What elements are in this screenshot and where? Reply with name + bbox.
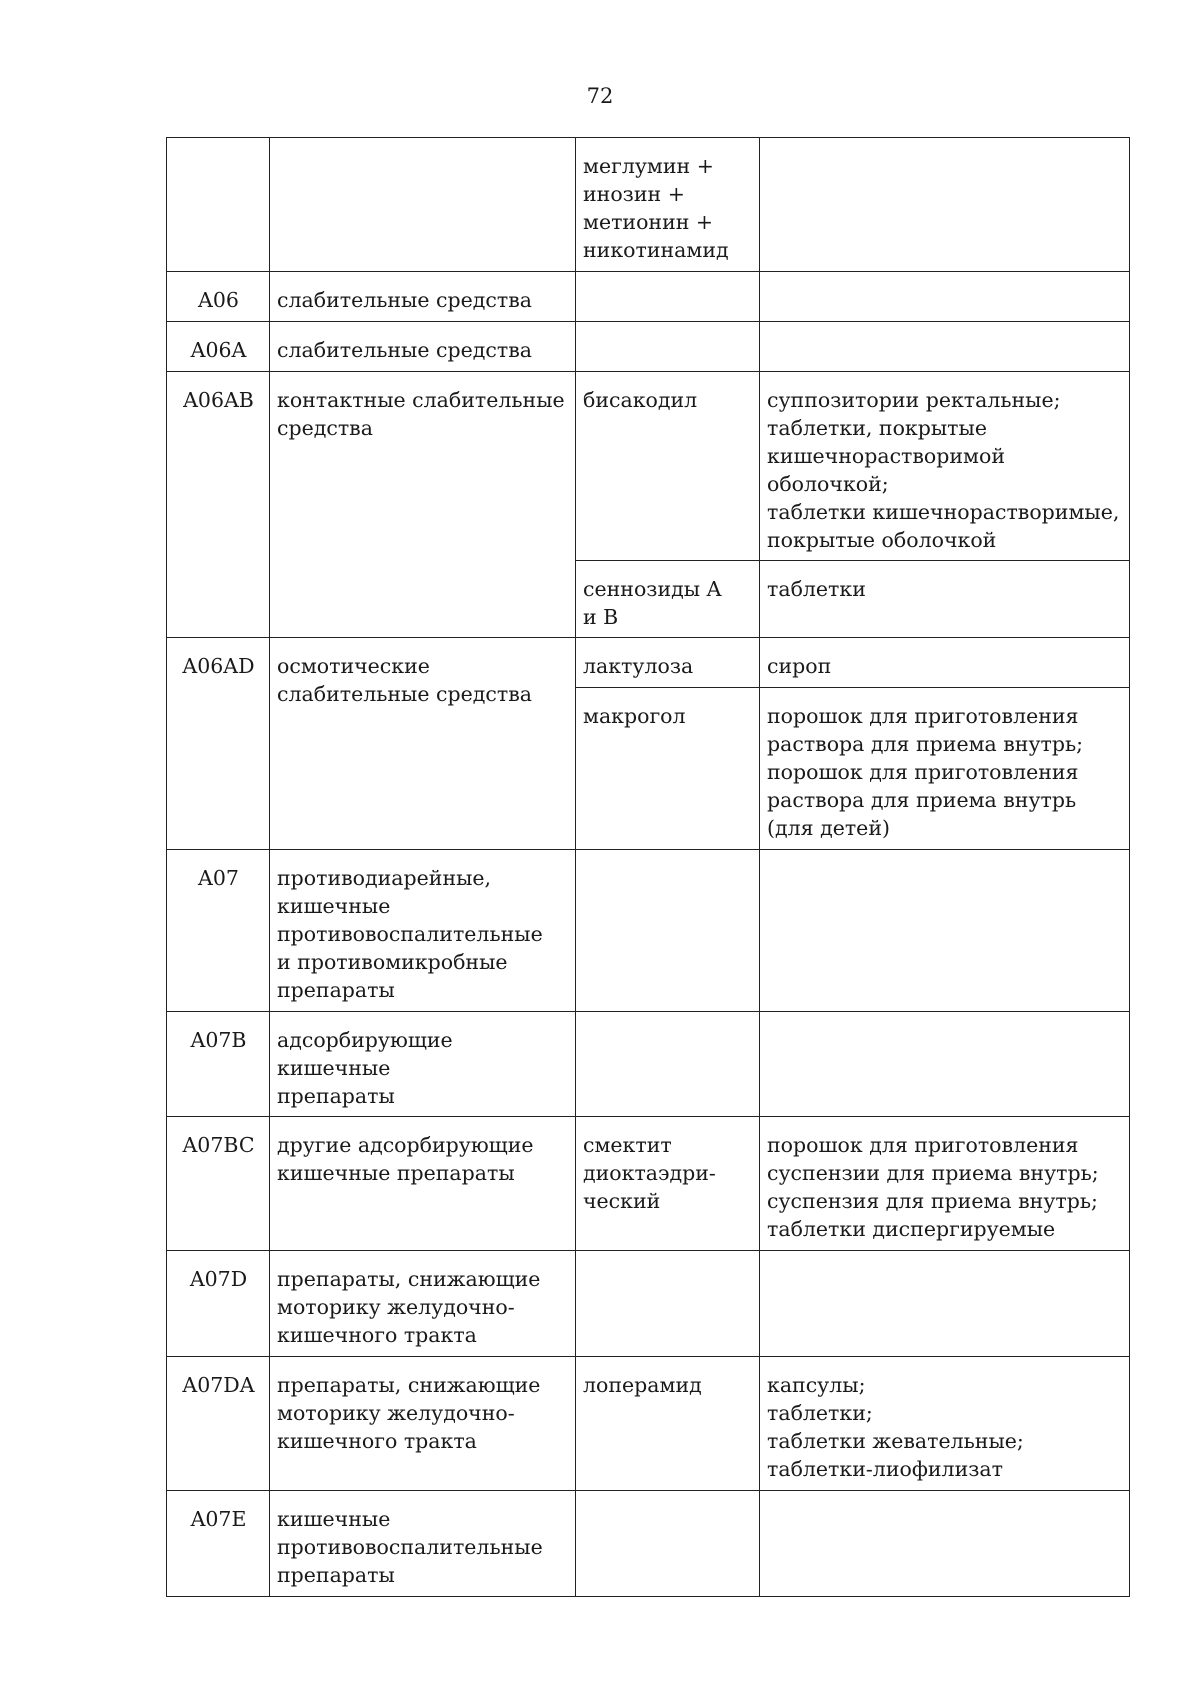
form-text: порошок для приготовления суспензии для приема внутрь; суспензия для приема внутрь; таблетки диспергируемые xyxy=(767,1133,1099,1241)
atc-code-cell: A07DA xyxy=(167,1357,270,1491)
drug-cell xyxy=(576,1491,760,1597)
form-cell xyxy=(760,1117,1130,1251)
drug-cell xyxy=(576,272,760,322)
atc-code-cell: A07 xyxy=(167,850,270,1012)
drug-text: сеннозиды A и B xyxy=(583,577,722,629)
group-cell xyxy=(270,1117,576,1251)
group-text: контактные слабительные средства xyxy=(277,388,565,440)
group-cell: слабительные средства xyxy=(270,272,576,322)
drug-cell xyxy=(576,561,760,638)
drug-cell: лоперамид xyxy=(576,1357,760,1491)
atc-code-cell: A06 xyxy=(167,272,270,322)
form-cell xyxy=(760,688,1130,850)
group-cell xyxy=(270,1012,576,1117)
form-text: суппозитории ректальные; таблетки, покрытые кишечнорастворимой оболочкой; таблетки кишечнорастворимые, покрытые оболочкой xyxy=(767,388,1120,552)
form-cell xyxy=(760,850,1130,1012)
group-cell xyxy=(270,1251,576,1357)
group-cell xyxy=(270,372,576,638)
drug-cell xyxy=(576,1251,760,1357)
atc-code-cell xyxy=(167,138,270,272)
drug-cell xyxy=(576,1117,760,1251)
form-cell xyxy=(760,322,1130,372)
atc-code-cell: A06AB xyxy=(167,372,270,638)
atc-code-cell: A07E xyxy=(167,1491,270,1597)
form-cell: сироп xyxy=(760,638,1130,688)
group-text: кишечные противовоспалительные препараты xyxy=(277,1507,543,1587)
group-text: другие адсорбирующие кишечные препараты xyxy=(277,1133,534,1185)
atc-code-cell: A06AD xyxy=(167,638,270,850)
drug-cell xyxy=(576,1012,760,1117)
group-text: адсорбирующие кишечные препараты xyxy=(277,1028,453,1108)
drug-cell xyxy=(576,138,760,272)
group-text: препараты, снижающие моторику желудочно- кишечного тракта xyxy=(277,1373,541,1453)
table-row xyxy=(167,1357,1130,1491)
table-row xyxy=(167,850,1130,1012)
form-cell xyxy=(760,1357,1130,1491)
form-text: капсулы; таблетки; таблетки жевательные; таблетки-лиофилизат xyxy=(767,1373,1024,1481)
table-row xyxy=(167,322,1130,372)
group-text: противодиарейные, кишечные противовоспалительные и противомикробные препараты xyxy=(277,866,543,1002)
page-number: 72 xyxy=(586,84,614,108)
form-text: порошок для приготовления раствора для приема внутрь; порошок для приготовления раствора для приема внутрь (для детей) xyxy=(767,704,1084,840)
group-cell xyxy=(270,138,576,272)
drug-text: смектит диоктаэдри- ческий xyxy=(583,1133,716,1213)
drug-cell xyxy=(576,322,760,372)
atc-code-cell: A07BC xyxy=(167,1117,270,1251)
drug-cell: бисакодил xyxy=(576,372,760,561)
group-cell xyxy=(270,638,576,850)
group-cell xyxy=(270,1357,576,1491)
table-row xyxy=(167,272,1130,322)
table-row xyxy=(167,638,1130,688)
atc-code-cell: A06A xyxy=(167,322,270,372)
group-cell xyxy=(270,850,576,1012)
group-text: осмотические слабительные средства xyxy=(277,654,532,706)
table-row xyxy=(167,1491,1130,1597)
drug-text: меглумин + инозин + метионин + никотинамид xyxy=(583,154,729,262)
group-cell xyxy=(270,1491,576,1597)
form-cell xyxy=(760,272,1130,322)
atc-code-cell: A07D xyxy=(167,1251,270,1357)
table-row xyxy=(167,1117,1130,1251)
table-row xyxy=(167,1251,1130,1357)
form-cell: таблетки xyxy=(760,561,1130,638)
atc-code-cell: A07B xyxy=(167,1012,270,1117)
form-cell xyxy=(760,372,1130,561)
form-cell xyxy=(760,138,1130,272)
group-text: препараты, снижающие моторику желудочно- кишечного тракта xyxy=(277,1267,541,1347)
form-cell xyxy=(760,1251,1130,1357)
form-cell xyxy=(760,1491,1130,1597)
table-row xyxy=(167,138,1130,272)
drug-table xyxy=(166,137,1130,1597)
table-row xyxy=(167,1012,1130,1117)
drug-cell: лактулоза xyxy=(576,638,760,688)
drug-cell: макрогол xyxy=(576,688,760,850)
group-cell: слабительные средства xyxy=(270,322,576,372)
form-cell xyxy=(760,1012,1130,1117)
table-row xyxy=(167,372,1130,561)
drug-cell xyxy=(576,850,760,1012)
